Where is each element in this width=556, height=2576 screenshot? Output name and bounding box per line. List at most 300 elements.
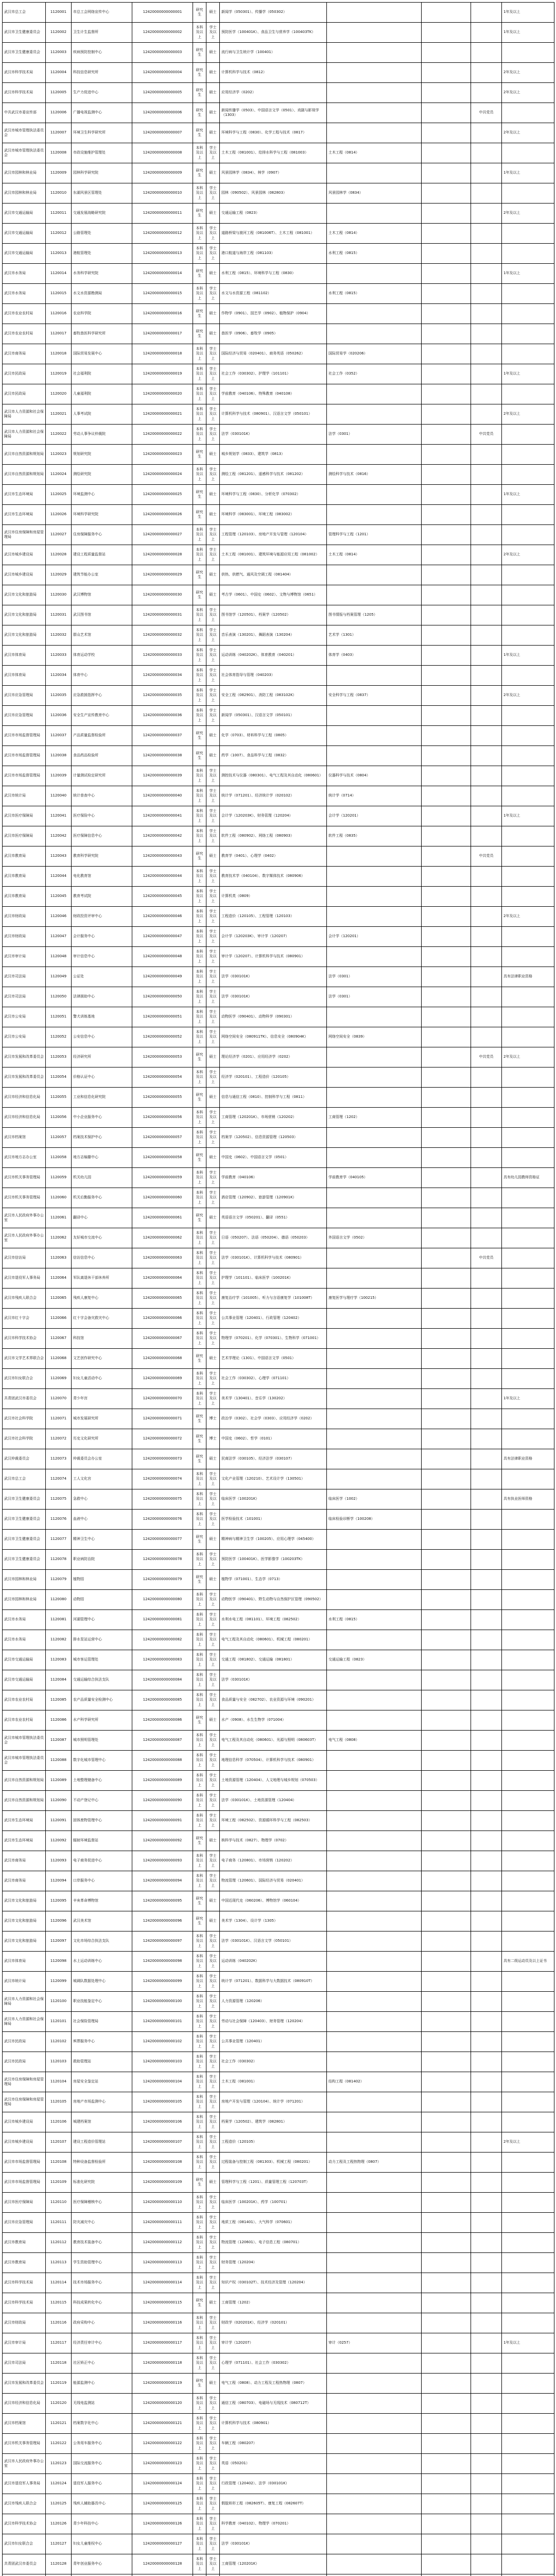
undergrad-major-cell: 工程造价（120105） xyxy=(220,2132,327,2153)
unit-cell: 武汉市社会科学院 xyxy=(3,1429,46,1449)
other-major-cell xyxy=(422,2474,471,2494)
post-code-cell: 1120089 xyxy=(46,1771,72,1791)
undergrad-major-cell: 美术学（1304）、设计学（1305） xyxy=(220,1911,327,1931)
org-code-cell: 12420000000000022 xyxy=(132,425,193,445)
org-code-cell: 12420000000000084 xyxy=(132,1670,193,1690)
degree-cell: 学士及以上 xyxy=(206,2072,220,2092)
post-name-cell: 公证处 xyxy=(72,967,132,987)
table-row xyxy=(3,1510,554,1530)
post-name-cell: 社会保险管理局 xyxy=(72,2012,132,2032)
grad-major-cell xyxy=(327,2233,422,2253)
table-row xyxy=(3,766,554,786)
post-code-cell: 1120036 xyxy=(46,706,72,726)
grad-major-cell xyxy=(327,2132,422,2153)
org-code-cell: 12420000000000054 xyxy=(132,1067,193,1088)
experience-cell xyxy=(502,846,554,867)
degree-cell: 学士及以上 xyxy=(206,2092,220,2112)
unit-cell: 武汉市审计局 xyxy=(3,947,46,967)
table-row xyxy=(3,1731,554,1751)
education-cell: 本科及以上 xyxy=(193,23,206,43)
political-cell xyxy=(471,43,502,63)
experience-cell: 1年及以上 xyxy=(502,163,554,183)
grad-major-cell: 康复医学与理疗学（100215） xyxy=(327,1289,422,1309)
table-row xyxy=(3,1811,554,1831)
org-code-cell: 12420000000000120 xyxy=(132,2394,193,2414)
other-major-cell xyxy=(422,1731,471,1751)
unit-cell: 武汉市园林和林业局 xyxy=(3,163,46,183)
post-name-cell: 儿童福利院 xyxy=(72,384,132,404)
undergrad-major-cell: 计算机科学与技术（0812） xyxy=(220,63,327,83)
other-major-cell xyxy=(422,2273,471,2293)
experience-cell: 1年及以上 xyxy=(502,3,554,23)
experience-cell: 1年及以上 xyxy=(502,646,554,666)
degree-cell: 学士及以上 xyxy=(206,2333,220,2353)
other-major-cell xyxy=(422,1610,471,1630)
political-cell xyxy=(471,465,502,485)
post-code-cell: 1120018 xyxy=(46,344,72,364)
post-name-cell: 东湖风景区管理处 xyxy=(72,183,132,204)
experience-cell xyxy=(502,1871,554,1891)
experience-cell xyxy=(502,1831,554,1851)
experience-cell xyxy=(502,2474,554,2494)
experience-cell: 2年及以上 xyxy=(502,83,554,103)
education-cell: 本科及以上 xyxy=(193,364,206,384)
grad-major-cell xyxy=(327,1891,422,1911)
undergrad-major-cell: 新闻传播学（0503）、中国语言文学（0501）、戏剧与影视学（1303） xyxy=(220,103,327,123)
experience-cell xyxy=(502,324,554,344)
unit-cell: 武汉市文化和旅游局 xyxy=(3,605,46,625)
post-code-cell: 1120114 xyxy=(46,2273,72,2293)
undergrad-major-cell: 医学检验技术（101001） xyxy=(220,1510,327,1530)
grad-major-cell: 学前教育学（040105） xyxy=(327,1168,422,1188)
table-row xyxy=(3,1208,554,1228)
political-cell xyxy=(471,1530,502,1550)
other-major-cell xyxy=(422,1449,471,1469)
education-cell: 本科及以上 xyxy=(193,425,206,445)
other-major-cell xyxy=(422,2253,471,2273)
degree-cell: 学士及以上 xyxy=(206,2273,220,2293)
org-code-cell: 12420000000000105 xyxy=(132,2092,193,2112)
education-cell: 本科及以上 xyxy=(193,545,206,565)
other-major-cell xyxy=(422,1088,471,1108)
undergrad-major-cell: 图书馆学（120501）、档案学（120502） xyxy=(220,605,327,625)
post-code-cell: 1120063 xyxy=(46,1248,72,1268)
education-cell: 本科及以上 xyxy=(193,806,206,826)
unit-cell: 武汉市医疗保障局 xyxy=(3,826,46,846)
other-major-cell xyxy=(422,2494,471,2514)
degree-cell: 硕士 xyxy=(206,1208,220,1228)
other-major-cell xyxy=(422,505,471,525)
political-cell xyxy=(471,1751,502,1771)
post-name-cell: 植物园 xyxy=(72,1570,132,1590)
table-row xyxy=(3,2394,554,2414)
experience-cell xyxy=(502,1851,554,1871)
undergrad-major-cell: 环境科学与工程（0830）、分析化学（070302） xyxy=(220,485,327,505)
political-cell xyxy=(471,304,502,324)
undergrad-major-cell: 土木工程（081001） xyxy=(220,2072,327,2092)
grad-major-cell xyxy=(327,907,422,927)
undergrad-major-cell: 城乡规划学（0833）、建筑学（0813） xyxy=(220,445,327,465)
table-row xyxy=(3,224,554,244)
degree-cell: 学士及以上 xyxy=(206,1329,220,1349)
table-row xyxy=(3,2554,554,2574)
other-major-cell xyxy=(422,666,471,686)
political-cell xyxy=(471,826,502,846)
political-cell xyxy=(471,947,502,967)
org-code-cell: 12420000000000059 xyxy=(132,1168,193,1188)
post-code-cell: 1120076 xyxy=(46,1510,72,1530)
unit-cell: 武汉市城市管理执法委员会 xyxy=(3,1751,46,1771)
degree-cell: 学士及以上 xyxy=(206,967,220,987)
post-code-cell: 1120061 xyxy=(46,1208,72,1228)
education-cell: 本科及以上 xyxy=(193,867,206,887)
org-code-cell: 12420000000000024 xyxy=(132,465,193,485)
experience-cell xyxy=(502,384,554,404)
education-cell: 研究生 xyxy=(193,726,206,746)
post-code-cell: 1120022 xyxy=(46,425,72,445)
post-name-cell: 城调队数据处理中心 xyxy=(72,1972,132,1992)
post-name-cell: 体育运动学校 xyxy=(72,646,132,666)
degree-cell: 硕士 xyxy=(206,123,220,143)
unit-cell: 武汉市水务局 xyxy=(3,284,46,304)
post-code-cell: 1120090 xyxy=(46,1791,72,1811)
post-name-cell: 卫生计生监督所 xyxy=(72,23,132,43)
post-code-cell: 1120053 xyxy=(46,1047,72,1067)
table-row xyxy=(3,2514,554,2534)
table-row xyxy=(3,706,554,726)
org-code-cell: 12420000000000069 xyxy=(132,1369,193,1389)
unit-cell: 武汉市农业农村局 xyxy=(3,324,46,344)
experience-cell xyxy=(502,2353,554,2374)
degree-cell xyxy=(206,2574,220,2576)
unit-cell: 武汉市总工会 xyxy=(3,1469,46,1489)
post-code-cell: 1120121 xyxy=(46,2414,72,2434)
political-cell xyxy=(471,766,502,786)
experience-cell: 1年及以上 xyxy=(502,485,554,505)
political-cell xyxy=(471,485,502,505)
table-row xyxy=(3,1268,554,1289)
table-row xyxy=(3,2494,554,2514)
grad-major-cell xyxy=(327,445,422,465)
post-code-cell: 1120095 xyxy=(46,1891,72,1911)
job-listing-table xyxy=(2,2,554,2576)
other-major-cell xyxy=(422,1047,471,1067)
other-major-cell xyxy=(422,2132,471,2153)
grad-major-cell xyxy=(327,867,422,887)
experience-cell xyxy=(502,605,554,625)
education-cell: 本科及以上 xyxy=(193,1469,206,1489)
undergrad-major-cell: 会计学（120203K）、审计学（120207） xyxy=(220,927,327,947)
post-code-cell: 1120065 xyxy=(46,1289,72,1309)
undergrad-major-cell: 酒店管理（120902）、旅游管理（120901K） xyxy=(220,1188,327,1208)
post-code-cell: 1120092 xyxy=(46,1831,72,1851)
political-cell xyxy=(471,2333,502,2353)
experience-cell xyxy=(502,2514,554,2534)
table-row xyxy=(3,1409,554,1429)
unit-cell: 武汉市体育局 xyxy=(3,1952,46,1972)
post-code-cell: 1120020 xyxy=(46,384,72,404)
degree-cell: 学士及以上 xyxy=(206,1871,220,1891)
degree-cell: 硕士 xyxy=(206,1891,220,1911)
political-cell xyxy=(471,204,502,224)
other-major-cell xyxy=(422,2353,471,2374)
degree-cell: 学士及以上 xyxy=(206,2514,220,2534)
education-cell: 本科及以上 xyxy=(193,2394,206,2414)
political-cell xyxy=(471,1952,502,1972)
unit-cell: 共青团武汉市委员会 xyxy=(3,1389,46,1409)
grad-major-cell xyxy=(327,2173,422,2193)
post-name-cell: 教育考试院 xyxy=(72,887,132,907)
org-code-cell: 12420000000000064 xyxy=(132,1268,193,1289)
post-name-cell: 职业病防治院 xyxy=(72,1550,132,1570)
degree-cell: 学士及以上 xyxy=(206,867,220,887)
post-name-cell: 房屋安全鉴定站 xyxy=(72,2072,132,2092)
education-cell: 本科及以上 xyxy=(193,1791,206,1811)
post-name-cell: 财政投资评审中心 xyxy=(72,907,132,927)
table-row xyxy=(3,2414,554,2434)
political-cell xyxy=(471,3,502,23)
political-cell xyxy=(471,2514,502,2534)
table-row xyxy=(3,244,554,264)
degree-cell: 学士及以上 xyxy=(206,2213,220,2233)
undergrad-major-cell: 英语（050201） xyxy=(220,2454,327,2474)
political-cell xyxy=(471,344,502,364)
political-cell xyxy=(471,2072,502,2092)
grad-major-cell xyxy=(327,2414,422,2434)
post-name-cell: 房地产市场监测中心 xyxy=(72,2092,132,2112)
undergrad-major-cell: 电气工程（0808）、动力工程及工程热物理（0807） xyxy=(220,2374,327,2394)
education-cell: 本科及以上 xyxy=(193,1811,206,1831)
experience-cell xyxy=(502,425,554,445)
post-name-cell: 建设工程质量监督站 xyxy=(72,545,132,565)
undergrad-major-cell: 社会工作（030302） xyxy=(220,2052,327,2072)
unit-cell: 武汉市城市管理执法委员会 xyxy=(3,143,46,163)
political-cell xyxy=(471,2132,502,2153)
other-major-cell xyxy=(422,1931,471,1952)
experience-cell xyxy=(502,2253,554,2273)
org-code-cell: 12420000000000045 xyxy=(132,887,193,907)
degree-cell: 硕士 xyxy=(206,746,220,766)
post-name-cell: 社会福利院 xyxy=(72,364,132,384)
unit-cell: 武汉市住房保障和房屋管理局 xyxy=(3,525,46,545)
table-row xyxy=(3,1751,554,1771)
post-code-cell: 1120055 xyxy=(46,1088,72,1108)
post-name-cell: 住房保障服务中心 xyxy=(72,525,132,545)
grad-major-cell xyxy=(327,585,422,605)
post-name-cell: 建筑节能办公室 xyxy=(72,565,132,585)
org-code-cell: 12420000000000111 xyxy=(132,2213,193,2233)
education-cell: 研究生 xyxy=(193,846,206,867)
org-code-cell: 12420000000000067 xyxy=(132,1329,193,1349)
org-code-cell: 12420000000000076 xyxy=(132,1510,193,1530)
grad-major-cell xyxy=(327,1791,422,1811)
post-name-cell: 历史文化研究所 xyxy=(72,1429,132,1449)
undergrad-major-cell: 行政管理（120402）、法学（030101K） xyxy=(220,2474,327,2494)
org-code-cell: 12420000000000008 xyxy=(132,143,193,163)
post-code-cell: 1120040 xyxy=(46,786,72,806)
grad-major-cell: 审计（0257） xyxy=(327,2333,422,2353)
degree-cell: 学士及以上 xyxy=(206,525,220,545)
undergrad-major-cell: 预防医学（100401K）、医学影像学（100203TK） xyxy=(220,1550,327,1570)
post-code-cell: 1120106 xyxy=(46,2112,72,2132)
political-cell xyxy=(471,686,502,706)
experience-cell: 具有法律职业资格 xyxy=(502,967,554,987)
education-cell: 研究生 xyxy=(193,103,206,123)
degree-cell: 博士 xyxy=(206,1429,220,1449)
unit-cell: 武汉市卫生健康委员会 xyxy=(3,23,46,43)
political-cell xyxy=(471,1489,502,1510)
grad-major-cell xyxy=(327,2193,422,2213)
post-name-cell: 工人文化宫 xyxy=(72,1469,132,1489)
experience-cell xyxy=(502,244,554,264)
degree-cell: 硕士 xyxy=(206,304,220,324)
post-name-cell: 武汉图书馆 xyxy=(72,605,132,625)
post-code-cell: 1120035 xyxy=(46,686,72,706)
education-cell: 研究生 xyxy=(193,1148,206,1168)
education-cell: 研究生 xyxy=(193,1047,206,1067)
degree-cell: 学士及以上 xyxy=(206,706,220,726)
other-major-cell xyxy=(422,143,471,163)
grad-major-cell xyxy=(327,1530,422,1550)
experience-cell xyxy=(502,1469,554,1489)
other-major-cell xyxy=(422,786,471,806)
experience-cell xyxy=(502,445,554,465)
post-code-cell: 1120080 xyxy=(46,1590,72,1610)
post-code-cell: 1120008 xyxy=(46,143,72,163)
post-code-cell: 1120030 xyxy=(46,585,72,605)
org-code-cell: 12420000000000015 xyxy=(132,284,193,304)
other-major-cell xyxy=(422,1208,471,1228)
experience-cell: 2年及以上 xyxy=(502,907,554,927)
table-row xyxy=(3,2132,554,2153)
degree-cell: 学士及以上 xyxy=(206,625,220,646)
education-cell: 本科及以上 xyxy=(193,1289,206,1309)
post-code-cell: 1120069 xyxy=(46,1369,72,1389)
unit-cell: 武汉市司法局 xyxy=(3,967,46,987)
post-code-cell: 1120060 xyxy=(46,1188,72,1208)
table-row xyxy=(3,1148,554,1168)
political-cell xyxy=(471,1469,502,1489)
table-row xyxy=(3,2534,554,2554)
unit-cell: 武汉市经济和信息化局 xyxy=(3,1108,46,1128)
political-cell xyxy=(471,2153,502,2173)
post-name-cell: 安全生产宣传教育中心 xyxy=(72,706,132,726)
degree-cell: 学士及以上 xyxy=(206,465,220,485)
table-row xyxy=(3,1168,554,1188)
education-cell: 研究生 xyxy=(193,1710,206,1731)
undergrad-major-cell: 化学（0703）、材料科学与工程（0805） xyxy=(220,726,327,746)
table-row xyxy=(3,344,554,364)
post-name-cell: 土地整理储备中心 xyxy=(72,1771,132,1791)
political-cell xyxy=(471,1208,502,1228)
unit-cell: 武汉市城市管理执法委员会 xyxy=(3,123,46,143)
post-name-cell: 医疗保障信息中心 xyxy=(72,826,132,846)
grad-major-cell: 电气工程（0808） xyxy=(327,1731,422,1751)
post-name-cell: 应急救援指挥中心 xyxy=(72,686,132,706)
org-code-cell: 12420000000000062 xyxy=(132,1228,193,1248)
political-cell xyxy=(471,1851,502,1871)
political-cell xyxy=(471,505,502,525)
political-cell xyxy=(471,706,502,726)
other-major-cell xyxy=(422,1570,471,1590)
undergrad-major-cell: 临床医学（100201K） xyxy=(220,1489,327,1510)
grad-major-cell xyxy=(327,1931,422,1952)
other-major-cell xyxy=(422,2293,471,2313)
undergrad-major-cell: 药学（1007）、食品科学与工程（0832） xyxy=(220,746,327,766)
political-cell xyxy=(471,1067,502,1088)
post-name-cell: 档案数字化中心 xyxy=(72,2414,132,2434)
undergrad-major-cell: 食品质量与安全（082702）、农业资源与环境（090201） xyxy=(220,1690,327,1710)
grad-major-cell xyxy=(327,1972,422,1992)
undergrad-major-cell: 工商管理（120201K）、市场营销（120202） xyxy=(220,1108,327,1128)
table-row xyxy=(3,1992,554,2012)
post-code-cell: 1120127 xyxy=(46,2534,72,2554)
other-major-cell xyxy=(422,384,471,404)
unit-cell: 武汉市发展和改革委员会 xyxy=(3,1047,46,1067)
table-row xyxy=(3,143,554,163)
other-major-cell xyxy=(422,465,471,485)
post-name-cell: 环境监测中心 xyxy=(72,485,132,505)
table-row xyxy=(3,83,554,103)
unit-cell: 武汉市妇女联合会 xyxy=(3,1369,46,1389)
education-cell: 研究生 xyxy=(193,1349,206,1369)
org-code-cell: 12420000000000126 xyxy=(132,2514,193,2534)
unit-cell: 武汉市红十字会 xyxy=(3,1309,46,1329)
undergrad-major-cell: 考古学（0601）、中国史（0602）、文物与博物馆（0651） xyxy=(220,585,327,605)
grad-major-cell xyxy=(327,384,422,404)
experience-cell xyxy=(502,2193,554,2213)
undergrad-major-cell: 地质工程（081401）、大气科学（070601） xyxy=(220,2213,327,2233)
post-name-cell: 电化教育馆 xyxy=(72,867,132,887)
unit-cell: 武汉市民政局 xyxy=(3,2052,46,2072)
unit-cell: 武汉市科学技术协会 xyxy=(3,2514,46,2534)
org-code-cell: 12420000000000125 xyxy=(132,2494,193,2514)
post-code-cell: 1120025 xyxy=(46,485,72,505)
degree-cell: 学士及以上 xyxy=(206,686,220,706)
political-cell xyxy=(471,1510,502,1530)
other-major-cell xyxy=(422,63,471,83)
unit-cell: 武汉市自然资源和规划局 xyxy=(3,1771,46,1791)
degree-cell: 学士及以上 xyxy=(206,1791,220,1811)
post-code-cell: 1120062 xyxy=(46,1228,72,1248)
experience-cell xyxy=(502,1409,554,1429)
education-cell: 本科及以上 xyxy=(193,646,206,666)
unit-cell: 武汉市信访局 xyxy=(3,1248,46,1268)
org-code-cell: 12420000000000025 xyxy=(132,485,193,505)
degree-cell: 硕士 xyxy=(206,83,220,103)
education-cell: 本科及以上 xyxy=(193,2434,206,2454)
table-row xyxy=(3,1449,554,1469)
post-code-cell: 1120067 xyxy=(46,1329,72,1349)
grad-major-cell xyxy=(327,1329,422,1349)
grad-major-cell xyxy=(327,83,422,103)
degree-cell: 学士及以上 xyxy=(206,1108,220,1128)
org-code-cell: 12420000000000124 xyxy=(132,2474,193,2494)
post-code-cell: 1120101 xyxy=(46,2012,72,2032)
education-cell: 研究生 xyxy=(193,1911,206,1931)
other-major-cell xyxy=(422,826,471,846)
table-row xyxy=(3,525,554,545)
post-name-cell: 教育技术装备中心 xyxy=(72,2233,132,2253)
grad-major-cell xyxy=(327,103,422,123)
undergrad-major-cell: 测控技术与仪器（080301）、电气工程及其自动化（080601） xyxy=(220,766,327,786)
degree-cell: 学士及以上 xyxy=(206,2554,220,2574)
political-cell xyxy=(471,384,502,404)
post-code-cell: 1120117 xyxy=(46,2333,72,2353)
undergrad-major-cell: 国际经济与贸易（020401）、商务英语（050262） xyxy=(220,344,327,364)
other-major-cell xyxy=(422,1510,471,1530)
grad-major-cell xyxy=(327,1570,422,1590)
